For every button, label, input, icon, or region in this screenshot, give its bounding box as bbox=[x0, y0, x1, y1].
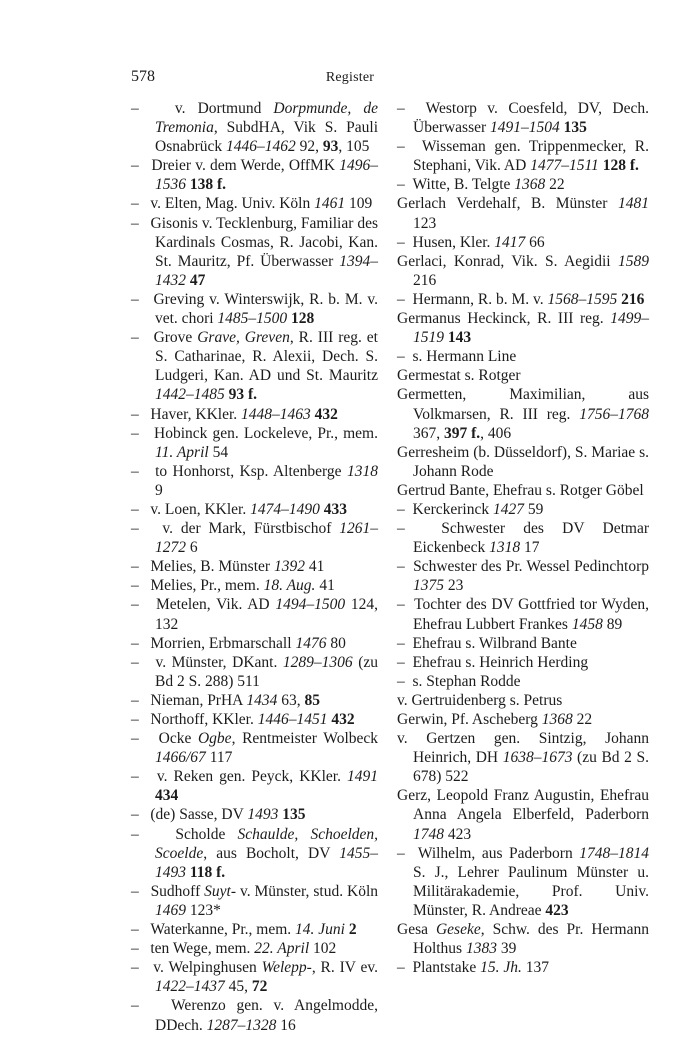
entry-text: , 406 bbox=[480, 424, 512, 442]
italic-text: 1481 bbox=[618, 195, 649, 213]
page-reference: 423 bbox=[545, 901, 569, 919]
entry-text: Nieman, PrHA bbox=[150, 691, 247, 709]
italic-text: 1289–1306 bbox=[282, 653, 353, 671]
entry-text: , aus Bocholt, DV bbox=[203, 844, 340, 862]
entry-text: 41 bbox=[315, 577, 335, 595]
entry-text: Hobinck gen. Lockeleve, Pr., mem. bbox=[154, 424, 378, 442]
index-subentry bbox=[397, 958, 649, 977]
italic-text: 1466/67 bbox=[155, 749, 206, 767]
index-entry bbox=[397, 309, 649, 347]
entry-text: 80 bbox=[326, 634, 346, 652]
entry-text: , 105 bbox=[338, 138, 370, 156]
entry-text: , Schw. des Pr. Hermann Holthus bbox=[413, 921, 649, 958]
italic-text: 1434 bbox=[246, 691, 278, 709]
italic-text: 1261–1272 bbox=[155, 520, 379, 557]
page-reference: 47 bbox=[189, 271, 206, 289]
entry-text: Sudhoff bbox=[150, 882, 205, 900]
italic-text: Suyt- bbox=[204, 882, 237, 900]
index-subentry bbox=[131, 710, 378, 729]
index-subentry bbox=[397, 290, 649, 309]
index-column-right bbox=[397, 99, 649, 977]
entry-text: 23 bbox=[444, 577, 464, 595]
italic-text: 1499–1519 bbox=[413, 310, 649, 347]
entry-text: 124, 132 bbox=[155, 596, 379, 633]
index-subentry bbox=[131, 519, 378, 557]
entry-text: Gerresheim (b. Düsseldorf), S. Mariae s. Johann Rode bbox=[397, 443, 649, 480]
index-entry bbox=[397, 729, 649, 786]
italic-text: 15. Jh. bbox=[480, 959, 522, 977]
page-reference: 118 f. bbox=[189, 863, 226, 881]
entry-text: 123* bbox=[186, 901, 221, 919]
index-subentry bbox=[131, 500, 378, 519]
entry-text: v. Elten, Mag. Univ. Köln bbox=[150, 195, 315, 213]
italic-text: 1394–1432 bbox=[155, 252, 378, 289]
index-subentry bbox=[131, 996, 378, 1034]
entry-text: Greving v. Winterswijk, R. b. M. v. vet. chori bbox=[153, 290, 379, 328]
entry-text: 17 bbox=[520, 539, 540, 557]
page-reference: 93 f. bbox=[228, 386, 258, 404]
index-subentry bbox=[397, 557, 649, 595]
entry-text: Dreier v. dem Werde, OffMK bbox=[151, 157, 340, 175]
index-subentry bbox=[131, 290, 378, 328]
entry-text: Wisseman gen. Trippenmecker, R. Stephani, Vik. AD bbox=[413, 138, 649, 175]
entry-text: v. Münster, stud. Köln bbox=[236, 882, 379, 900]
entry-text: to Honhorst, Ksp. Altenberge bbox=[155, 462, 348, 480]
index-entry bbox=[397, 443, 649, 481]
italic-text: 1476 bbox=[295, 634, 327, 652]
entry-text: Tochter des DV Gottfried tor Wyden, Ehefrau Lubbert Frankes bbox=[413, 596, 649, 633]
entry-text: s. Hermann Line bbox=[412, 348, 517, 366]
page-reference: 72 bbox=[251, 978, 268, 996]
page-header bbox=[0, 67, 700, 87]
entry-text: 41 bbox=[304, 558, 325, 576]
entry-text: , Rentmeister Wolbeck bbox=[231, 730, 379, 748]
page-reference: 135 bbox=[282, 806, 306, 824]
page-reference: 85 bbox=[304, 691, 321, 709]
italic-text: Dorpmunde, de Tremonia bbox=[155, 100, 378, 137]
italic-text: 1485–1500 bbox=[217, 310, 288, 328]
italic-text: Schaulde, Schoelden, Scoelde bbox=[155, 825, 379, 862]
entry-text: , SubdHA, Vik S. Pauli Osnabrück bbox=[155, 119, 378, 156]
entry-text: v. Gertruidenberg s. Petrus bbox=[397, 691, 563, 709]
italic-text: 1318 bbox=[489, 539, 521, 557]
index-subentry bbox=[397, 844, 649, 920]
entry-text: 89 bbox=[602, 615, 623, 633]
entry-text: Metelen, Vik. AD bbox=[156, 596, 276, 614]
page-reference: 2 bbox=[348, 921, 357, 939]
entry-text: 102 bbox=[309, 940, 337, 958]
entry-text: Waterkanne, Pr., mem. bbox=[150, 921, 296, 939]
italic-text: 11. April bbox=[155, 443, 209, 461]
entry-text: 9 bbox=[155, 481, 163, 499]
italic-text: 1748 bbox=[413, 825, 444, 843]
entry-text: Werenzo gen. v. Angelmodde, DDech. bbox=[155, 997, 378, 1034]
entry-text: ten Wege, mem. bbox=[150, 940, 255, 958]
italic-text: 1442–1485 bbox=[155, 386, 225, 404]
page-reference: 216 bbox=[621, 290, 645, 308]
entry-text: (de) Sasse, DV bbox=[150, 806, 248, 824]
italic-text: 1568–1595 bbox=[547, 290, 618, 308]
index-subentry bbox=[131, 595, 378, 633]
italic-text: 1455–1493 bbox=[155, 844, 378, 881]
index-subentry bbox=[131, 958, 378, 996]
italic-text: 1318 bbox=[347, 462, 379, 480]
italic-text: 1446–1462 bbox=[226, 138, 296, 156]
italic-text: Grave, Greven bbox=[197, 329, 290, 347]
index-subentry bbox=[131, 405, 378, 424]
entry-text: Wilhelm, aus Paderborn bbox=[417, 844, 580, 862]
entry-text: Scholde bbox=[175, 825, 238, 843]
italic-text: Welepp- bbox=[261, 959, 312, 977]
entry-text: Melies, B. Münster bbox=[150, 558, 274, 576]
index-subentry bbox=[397, 653, 649, 672]
entry-text: Gisonis v. Tecklenburg, Familiar des Kardinals Cosmas, R. Jacobi, Kan. St. Mauritz, Pf. Überwasser bbox=[150, 214, 378, 270]
index-subentry bbox=[131, 767, 378, 805]
entry-text: v. der Mark, Fürstbischof bbox=[162, 520, 340, 538]
index-subentry bbox=[131, 805, 378, 824]
entry-text: , R. III reg. et S. Catharinae, R. Alexii, Dech. S. Ludgeri, Kan. AD und St. Mauritz bbox=[155, 329, 378, 385]
page-reference: 135 bbox=[563, 119, 587, 137]
entry-text: v. Münster, DKant. bbox=[155, 653, 283, 671]
entry-text: v. Welpinghusen bbox=[153, 959, 262, 977]
italic-text: 1448–1463 bbox=[241, 405, 311, 423]
index-subentry bbox=[397, 500, 649, 519]
page-reference: 93 bbox=[322, 138, 339, 156]
page-reference: 432 bbox=[331, 711, 355, 728]
entry-text: 16 bbox=[276, 1016, 296, 1034]
italic-text: 1748–1814 bbox=[579, 844, 650, 862]
entry-text: Ehefrau s. Heinrich Herding bbox=[412, 653, 589, 671]
italic-text: 1494–1500 bbox=[275, 596, 346, 614]
index-subentry bbox=[131, 194, 378, 213]
italic-text: 14. Juni bbox=[295, 921, 345, 939]
index-subentry bbox=[397, 347, 649, 366]
index-subentry bbox=[397, 634, 649, 653]
entry-text: Haver, KKler. bbox=[150, 405, 241, 423]
entry-text: Gerlach Verdehalf, B. Münster bbox=[397, 195, 618, 213]
index-subentry bbox=[131, 557, 378, 576]
entry-text: v. Gertzen gen. Sintzig, Johann Heinrich, DH bbox=[397, 730, 649, 767]
index-entry bbox=[397, 252, 649, 290]
italic-text: 1477–1511 bbox=[530, 157, 599, 175]
italic-text: 1589 bbox=[618, 252, 649, 270]
italic-text: 1461 bbox=[314, 195, 346, 213]
index-entry bbox=[397, 691, 649, 710]
page-reference: 128 bbox=[291, 310, 315, 328]
entry-text: Gesa bbox=[397, 921, 436, 939]
entry-text: Westorp v. Coesfeld, DV, Dech. Überwasser bbox=[413, 100, 650, 137]
entry-text: 45, bbox=[224, 978, 252, 996]
italic-text: 1638–1673 bbox=[502, 749, 573, 767]
entry-text: Ocke bbox=[158, 730, 198, 748]
italic-text: 1496–1536 bbox=[155, 157, 378, 194]
entry-text: Germetten, Maximilian, aus Volkmarsen, R. III reg. bbox=[397, 386, 649, 423]
index-subentry bbox=[397, 595, 649, 633]
entry-text: 216 bbox=[413, 271, 437, 289]
entry-text: 117 bbox=[205, 749, 233, 767]
index-subentry bbox=[131, 424, 378, 462]
entry-text: Kerckerinck bbox=[412, 500, 493, 518]
italic-text: 1427 bbox=[492, 500, 524, 518]
entry-text: Melies, Pr., mem. bbox=[150, 577, 264, 595]
entry-text: Hermann, R. b. M. v. bbox=[412, 290, 548, 308]
index-subentry bbox=[397, 519, 649, 557]
italic-text: 1368 bbox=[541, 711, 573, 728]
index-subentry bbox=[131, 576, 378, 595]
page-reference: 128 f. bbox=[602, 157, 639, 175]
entry-text: 54 bbox=[208, 443, 229, 461]
entry-text: 59 bbox=[523, 500, 544, 518]
italic-text: 1422–1437 bbox=[155, 978, 225, 996]
entry-text: 6 bbox=[186, 539, 198, 557]
entry-text: v. Reken gen. Peyck, KKler. bbox=[156, 768, 348, 786]
entry-text: v. Loen, KKler. bbox=[150, 500, 251, 518]
italic-text: 1383 bbox=[465, 940, 497, 958]
italic-text: Geseke bbox=[435, 921, 481, 939]
index-entry bbox=[397, 786, 649, 843]
page-reference: 433 bbox=[323, 500, 347, 518]
entry-text: 22 bbox=[572, 711, 593, 728]
entry-text: 66 bbox=[525, 233, 545, 251]
italic-text: 1458 bbox=[571, 615, 603, 633]
entry-text: Northoff, KKler. bbox=[150, 711, 258, 728]
entry-text: (zu Bd 2 S. 288) 511 bbox=[155, 653, 378, 690]
index-subentry bbox=[131, 156, 378, 194]
running-title: Register bbox=[325, 70, 375, 85]
page-reference: 138 f. bbox=[189, 176, 227, 194]
entry-text: 137 bbox=[521, 959, 549, 977]
index-entry bbox=[397, 481, 649, 500]
entry-text: 39 bbox=[496, 940, 517, 958]
entry-text: 367, bbox=[413, 424, 444, 442]
index-subentry bbox=[131, 825, 378, 882]
index-subentry bbox=[131, 653, 378, 691]
index-subentry bbox=[131, 939, 378, 958]
italic-text: 1474–1490 bbox=[250, 500, 320, 518]
page-reference: 432 bbox=[314, 405, 338, 423]
entry-text: 63, bbox=[277, 691, 305, 709]
entry-text: Plantstake bbox=[412, 959, 481, 977]
italic-text: 1469 bbox=[155, 901, 186, 919]
index-subentry bbox=[397, 137, 649, 175]
entry-text: Germanus Heckinck, R. III reg. bbox=[397, 310, 611, 328]
index-subentry bbox=[131, 729, 378, 767]
index-subentry bbox=[397, 175, 649, 194]
entry-text: 109 bbox=[345, 195, 373, 213]
italic-text: 22. April bbox=[254, 940, 310, 958]
italic-text: 1375 bbox=[413, 577, 444, 595]
italic-text: 1368 bbox=[514, 176, 546, 194]
entry-text: Witte, B. Telgte bbox=[412, 176, 515, 194]
italic-text: 1392 bbox=[273, 558, 305, 576]
italic-text: Ogbe bbox=[197, 730, 232, 748]
italic-text: 18. Aug. bbox=[263, 577, 316, 595]
index-subentry bbox=[131, 462, 378, 500]
index-entry bbox=[397, 194, 649, 232]
entry-text: s. Stephan Rodde bbox=[412, 672, 521, 690]
index-entry bbox=[397, 920, 649, 958]
entry-text: Husen, Kler. bbox=[412, 233, 495, 251]
italic-text: 1493 bbox=[247, 806, 279, 824]
entry-text: 423 bbox=[444, 825, 472, 843]
italic-text: 1756–1768 bbox=[579, 405, 649, 423]
index-column-left bbox=[131, 99, 378, 1035]
entry-text: Grove bbox=[153, 329, 198, 347]
entry-text: 92, bbox=[295, 138, 323, 156]
index-entry bbox=[397, 366, 649, 385]
entry-text: Schwester des Pr. Wessel Pedinchtorp bbox=[413, 558, 649, 576]
index-subentry bbox=[131, 882, 378, 920]
entry-text: 22 bbox=[545, 176, 565, 194]
index-entry bbox=[397, 385, 649, 442]
index-subentry bbox=[131, 920, 378, 939]
italic-text: 1491–1504 bbox=[490, 119, 560, 137]
entry-text: Germestat s. Rotger bbox=[397, 367, 521, 385]
index-entry bbox=[397, 710, 649, 729]
page-reference: 397 f. bbox=[444, 424, 481, 442]
entry-text: v. Dortmund bbox=[174, 100, 274, 117]
entry-text: , R. IV ev. bbox=[311, 959, 378, 977]
entry-text: Ehefrau s. Wilbrand Bante bbox=[412, 634, 577, 652]
entry-text: Morrien, Erbmarschall bbox=[150, 634, 296, 652]
index-subentry bbox=[131, 328, 378, 404]
entry-text: S. J., Lehrer Paulinum Münster u. Militärakademie, Prof. Univ. Münster, R. Andreae bbox=[413, 863, 649, 919]
index-subentry bbox=[131, 99, 378, 156]
entry-text: 123 bbox=[413, 214, 437, 232]
index-subentry bbox=[397, 99, 649, 137]
entry-text: Gerlaci, Konrad, Vik. S. Aegidii bbox=[397, 252, 618, 270]
page-reference: 434 bbox=[155, 787, 179, 805]
entry-text: Gertrud Bante, Ehefrau s. Rotger Göbel bbox=[397, 481, 644, 499]
italic-text: 1417 bbox=[494, 233, 526, 251]
page-number: 578 bbox=[131, 68, 155, 85]
index-subentry bbox=[131, 634, 378, 653]
entry-text: Schwester des DV Detmar Eickenbeck bbox=[413, 520, 650, 557]
italic-text: 1446–1451 bbox=[257, 711, 328, 728]
entry-text: Gerz, Leopold Franz Augustin, Ehefrau Anna Angela Elberfeld, Paderborn bbox=[397, 787, 649, 824]
italic-text: 1287–1328 bbox=[206, 1016, 277, 1034]
entry-text: Gerwin, Pf. Ascheberg bbox=[397, 711, 542, 728]
index-subentry bbox=[397, 233, 649, 252]
index-subentry bbox=[397, 672, 649, 691]
page-reference: 143 bbox=[447, 329, 472, 347]
index-subentry bbox=[131, 691, 378, 710]
entry-text: (zu Bd 2 S. 678) 522 bbox=[413, 749, 649, 786]
index-subentry bbox=[131, 214, 378, 290]
italic-text: 1491 bbox=[347, 768, 379, 786]
